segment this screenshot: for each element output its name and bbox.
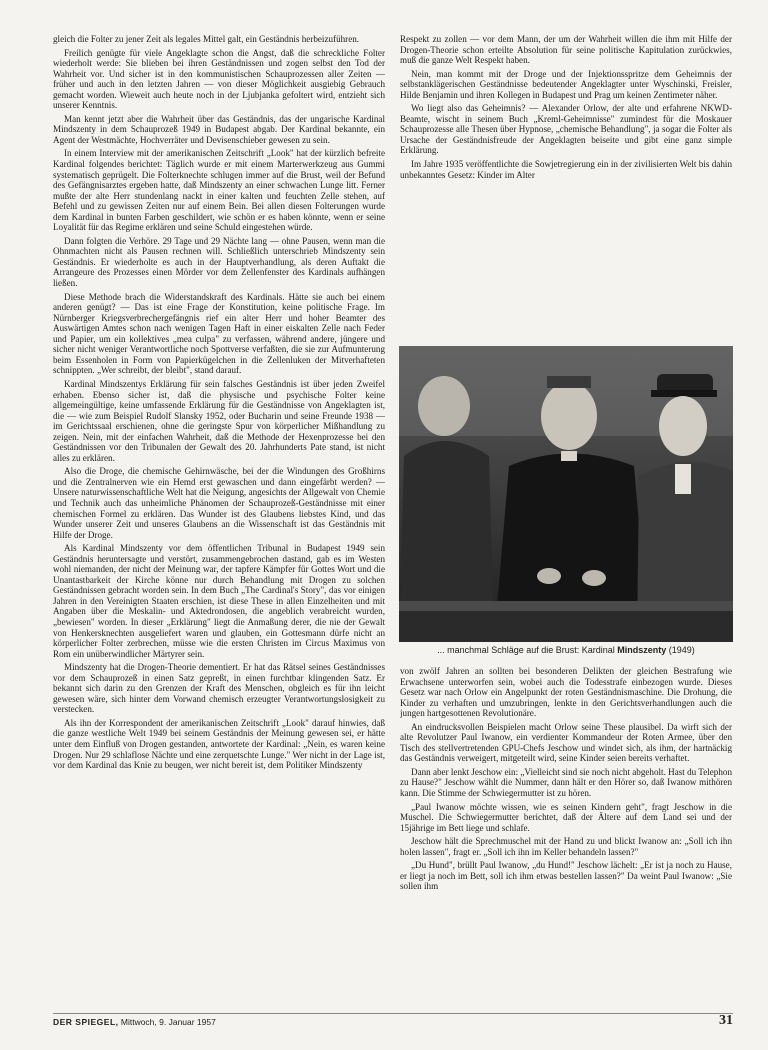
left-text-column [53,34,385,1014]
paragraph: Als ihn der Korrespondent der amerikanischen Zeitschrift „Look" darauf hinwies, daß die ganze westliche Welt 1949 bei seinem Geständnis der Meinung gewesen sei, er hätte unter dem Einfluß von Drogen gestanden, antwortete der Kardinal: „Nein, es waren keine Drogen. Nur 29 schlaflose Nächte und eine zerquetschte Lunge." Wer nicht in der Lage ist, vor dem Kardinal das Knie zu beugen, wer nicht bereit ist, dem Politiker Mindszenty [53,717,385,771]
trial-photo-image [399,346,733,642]
paragraph: Dann folgten die Verhöre. 29 Tage und 29 Nächte lang — ohne Pausen, wenn man die Ohnmachten nicht als Pausen rechnen will. Schließlich unterschrieb Mindszenty sein Geständnis. Er wiederholte es auch in der Hauptverhandlung, als deren Auftakt die Arrangeure des Prozesses einen Mörder vor dem Zellenfenster des Kardinals aufhängen ließen. [53,235,385,289]
paragraph: Dann aber lenkt Jeschow ein: „Vielleicht sind sie noch nicht abgeholt. Hast du Telephon zu Hause?" Jeschow wählt die Nummer, dann hält er den Hörer so, daß Iwanow mithören kann. Die Stimme der Schwiegermutter ist zu hören. [400,766,732,799]
paragraph: Freilich genügte für viele Angeklagte schon die Angst, daß die schreckliche Folter wiederholt werde: Sie blieben bei ihren Geständnissen und zogen selbst den Tod der Wahrheit vor. Und sicher ist in den kommunistischen Schauprozessen aller Zeiten — früher und auch in den letzten Jahren — von dieser Möglichkeit ausgiebig Gebrauch gemacht worden. Wieweit auch heute noch in der Ljubjanka gefoltert wird, entzieht sich unserer Kenntnis. [53,47,385,111]
paragraph: Im Jahre 1935 veröffentlichte die Sowjetregierung ein in der zivilisierten Welt bis dahin unbekanntes Gesetz: Kinder im Alter [400,159,732,180]
paragraph: Diese Methode brach die Widerstandskraft des Kardinals. Hätte sie auch bei einem anderen genügt? — Das ist eine Frage der Konstitution, keine politische Frage. Im Nürnberger Kriegsverbrechergefängnis rief ein alter Herr und hoher Beamter des Auswärtigen Amtes schon nach wenigen Tagen Haft in einer eiskalten Zelle nach Feder und Papier, um ein kollektives „mea culpa" zu verfassen, während andere, jüngere und sicher nicht weniger Verantwortliche noch Spottverse verfaßten, die sie zur Aufmunterung beim Essenholen in Form von Papierkügelchen in die Zellenluken der Mitverhafteten schnippten. „Wer schreibt, der bleibt", stand darauf. [53,291,385,376]
right-text-column-top [400,34,732,346]
trial-photograph [399,346,733,642]
caption-name: Mindszenty [617,645,667,655]
paragraph: von zwölf Jahren an sollten bei besonderen Delikten der gleichen Bestrafung wie Erwachsene unterworfen sein, wobei auch die Todesstrafe einbezogen wurde. Dieses Gesetz war nach Orlow ein Angelpunkt der roten Geständnismaschine. Die Drohung, die Kinder zu verhaften und umzubringen, lenkte in den Gerichtsverhandlungen auch die jungen hartgesottenen Revolutionäre. [400,666,732,719]
paragraph: Kardinal Mindszentys Erklärung für sein falsches Geständnis ist über jeden Zweifel erhaben. Ebenso sicher ist, daß die physische und psychische Folter keine allgemeingültige, keine umfassende Erklärung für die Geständnisse von Angeklagten ist, die — wie zum Beispiel Rudolf Slansky 1952, oder Bucharin und seine Freunde 1938 — im Gerichtssaal erschienen, ohne die geringste Spur von körperlicher Mißhandlung zu zeigen. Nein, mit der einfachen Wahrheit, daß die Methode der Hexenprozesse bei den Geständnissen vor den Tribunalen der Gewalt des 20. Jahrhunderts Pate stand, ist nicht alles zu erklären. [53,378,385,463]
right-text-column-bottom [400,666,732,1011]
footer-divider [53,1013,733,1014]
paragraph: „Du Hund", brüllt Paul Iwanow, „du Hund!" Jeschow lächelt: „Er ist ja noch zu Hause, er liegt ja noch im Bett, soll ich ihm etwas bestellen lassen?" Da weint Paul Iwanow: „Sie sollen ihm [400,860,732,892]
photo-caption [399,645,733,655]
paragraph: Nein, man kommt mit der Droge und der Injektionsspritze dem Geheimnis der selbstanklägerischen Geständnisse bedeutender Angeklagter unter Wyschinski, Freisler, Hilde Benjamin und ihren Kollegen in Budapest und Prag um keinen Zentimeter näher. [400,68,732,100]
paragraph: Respekt zu zollen — vor dem Mann, der um der Wahrheit willen die ihm mit Hilfe der Drogen-Theorie schon erteilte Absolution für seine politische Kapitulation zurückwies, muß die ganze Welt Respekt haben. [400,34,732,66]
page-footer [53,1013,733,1028]
paragraph: Man kennt jetzt aber die Wahrheit über das Geständnis, das der ungarische Kardinal Mindszenty in dem Schauprozeß 1949 in Budapest abgab. Der Kardinal bekannte, ein Agent der Westmächte, Hochverräter und Devisenschieber gewesen zu sein. [53,113,385,145]
caption-year: (1949) [666,645,695,655]
issue-date: Mittwoch, 9. Januar 1957 [118,1017,216,1027]
paragraph: „Paul Iwanow möchte wissen, wie es seinen Kindern geht", fragt Jeschow in die Muschel. Die Schwiegermutter berichtet, daß der Ältere auf dem Land sei und der 15jährige im Bett liege und schlafe. [400,801,732,833]
paragraph: Als Kardinal Mindszenty vor dem öffentlichen Tribunal in Budapest 1949 sein Geständnis heruntersagte und verstört, zusammengebrochen dastand, gab es im Westen wohl niemanden, der nicht der Meinung war, der tapfere Kämpfer für Gottes Wort und die Unantastbarkeit der Kirche könne nur durch Behandlung mit Drogen zu solchen Geständnissen gebracht worden sein. In dem Buch „The Cardinal's Story", das vor einigen Jahren in den Vereinigten Staaten erschien, ist diese These in allen Einzelheiten und mit Angaben über die Meskalin- und Aktedrondosen, die angeblich verabreicht wurden, „bewiesen" worden. In dieser „Erklärung" liegt die Anmaßung derer, die nie der Gewalt von Henkersknechten ausgeliefert waren und glauben, ein Gottesmann dürfe nicht an körperlicher Folter zerbrechen, müsse wie die ersten Christen im Circus Maximus von Rom ein unüberwindlicher Märtyrer sein. [53,543,385,659]
paragraph: gleich die Folter zu jener Zeit als legales Mittel galt, ein Geständnis herbeizuführen. [53,34,360,44]
paragraph: Mindszenty hat die Drogen-Theorie dementiert. Er hat das Rätsel seines Geständnisses vor dem Schauprozeß in einen Satz gepreßt, in einen furchtbar klingenden Satz. Er bekannt sich darin zu den Grenzen der Kraft des Menschen, obgleich es für ihn leicht gewesen wäre, sich hinter dem Vorwand chemisch erzeugter Verantwortungslosigkeit zu verstecken. [53,662,385,715]
publication-name: DER SPIEGEL, [53,1017,119,1027]
paragraph: Also die Droge, die chemische Gehirnwäsche, bei der die Windungen des Großhirns und die Zentralnerven wie ein Hemd erst gewaschen und dann eingefärbt werden? — Unsere naturwissenschaftliche Welt hat die Neigung, angesichts der Allgewalt von Chemie und Technik auch das unheimliche Phänomen der Schauprozeß-Geständnisse mit einer chemischen Formel zu erklären. Das Wunder ist des Glaubens liebstes Kind, und das Wunder unserer Zeit und unseres Glaubens an die Wissenschaft ist das Geständnis mit Hilfe der Droge. [53,466,385,540]
paragraph: In einem Interview mit der amerikanischen Zeitschrift „Look" hat der kürzlich befreite Kardinal folgendes berichtet: Täglich wurde er mit einem Marterwerkzeug aus Gummi systematisch geprügelt. Die Folterknechte schlugen immer auf die Brust, weil der Befund des Gefängnisarztes ergeben hatte, daß Mindszenty an einer schwachen Lunge litt. Ferner mußte der alte Herr stundenlang nackt in einer kalten und feuchten Zelle stehen, auf Befehl und zu gewissen Zeiten nur auf einem Bein. Bei allen diesen Folterungen wurde dem Kardinal in bunten Farben geschildert, wie schön er es haben könnte, wenn er seine Loyalität für das Regime erklären und seine Schuld eingestehen würde. [53,148,385,233]
caption-text: ... manchmal Schläge auf die Brust: Kardinal [437,645,618,655]
page-number: 31 [719,1013,733,1028]
paragraph: Wo liegt also das Geheimnis? — Alexander Orlow, der alte und erfahrene NKWD-Beamte, wischt in seinem Buch „Kreml-Geheimnisse" zumindest für die Moskauer Schauprozesse alle Thesen über Hypnose, „chemische Behandlung", ja sogar die Folter als Ursache der Geständnisfreude der Angeklagten beiseite und gibt eine ganz simple Erklärung. [400,103,732,156]
paragraph: An eindrucksvollen Beispielen macht Orlow seine These plausibel. Da wirft sich der alte Revolutzer Paul Iwanow, ein verdienter Kommandeur der Roten Armee, über den Tisch des stellvertretenden GPU-Chefs Jeschow und windet sich, als ihm, der hartnäckig das Geständnis verweigert, mitgeteilt wird, seine Kinder seien bereits verhaftet. [400,721,732,764]
paragraph: Jeschow hält die Sprechmuschel mit der Hand zu und blickt Iwanow an: „Soll ich ihn holen lassen", fragt er. „Soll ich ihn im Keller behandeln lassen?" [400,836,732,857]
